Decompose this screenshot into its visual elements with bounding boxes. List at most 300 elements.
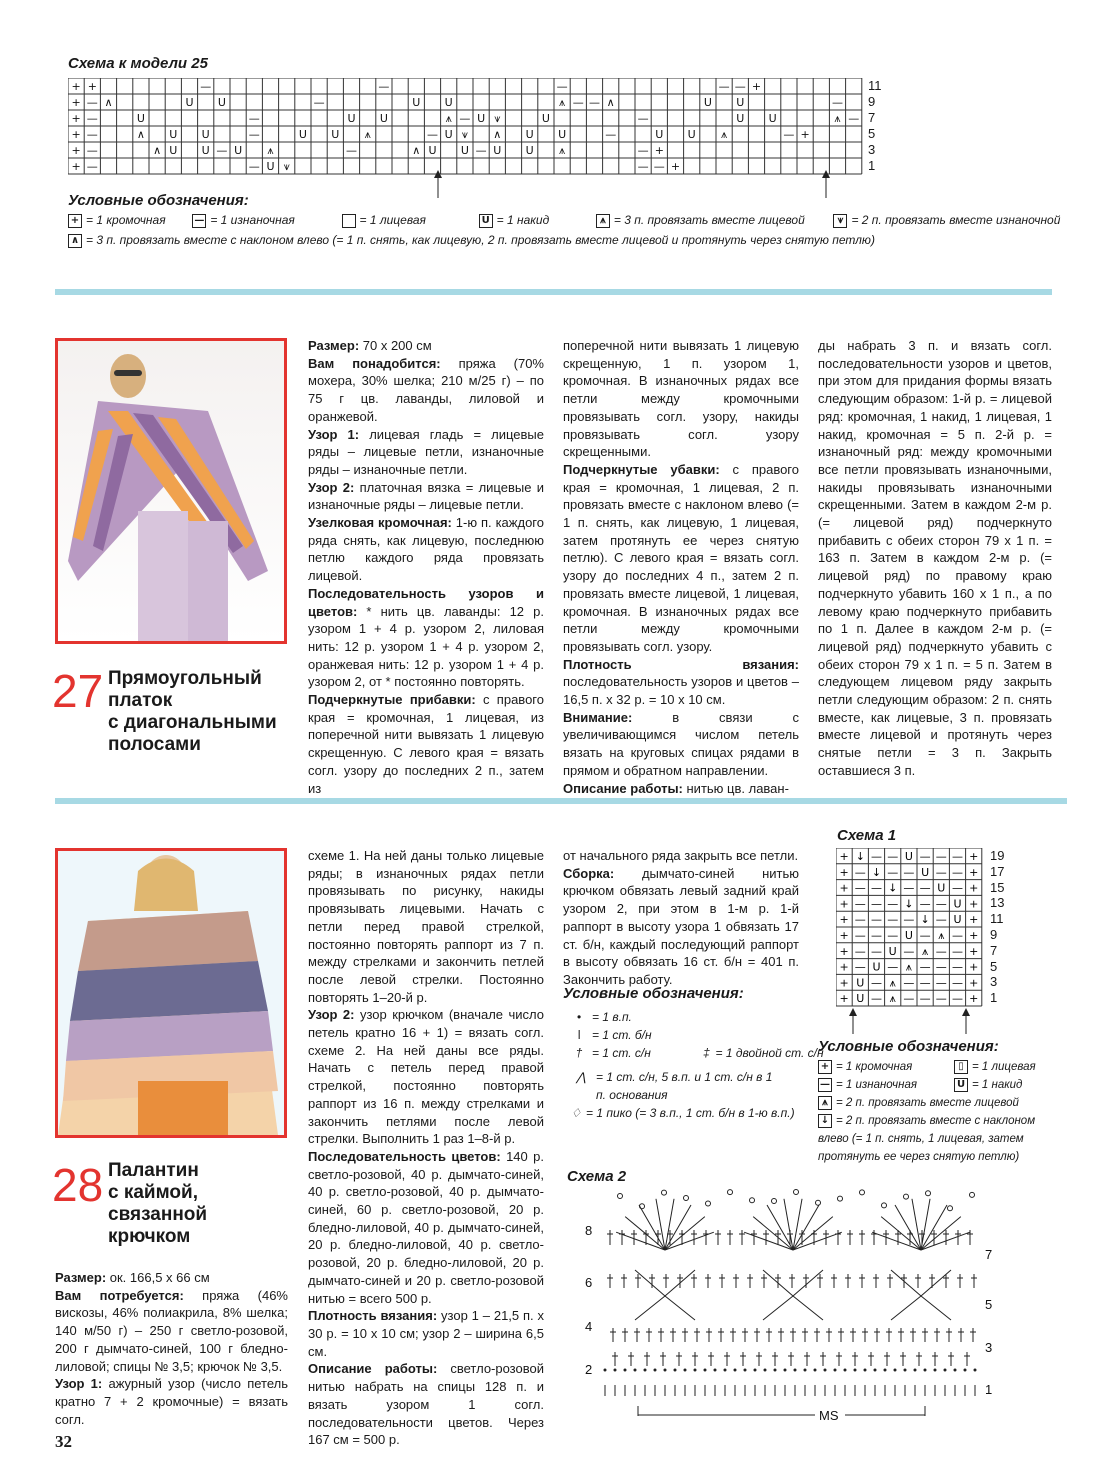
- m27c2-text-4: нитью цв. лаван-: [682, 780, 789, 796]
- m27c2-term-3: Внимание:: [563, 709, 633, 725]
- schema1-symbol: —: [935, 850, 947, 863]
- m27c2-term-4: Описание работы:: [563, 780, 683, 796]
- schema25-symbol: —: [346, 144, 357, 157]
- schema25-symbol: U: [347, 112, 356, 125]
- crochet-legend: [566, 1008, 824, 1122]
- schema25-symbol: ∧: [136, 128, 145, 141]
- knit-legend-yo: = 1 накид: [972, 1079, 1023, 1091]
- s2-ms: MS: [819, 1408, 839, 1423]
- schema1-row-number: 19: [990, 848, 1005, 863]
- schema25-symbol: U: [136, 112, 145, 125]
- schema1-symbol: —: [854, 929, 866, 942]
- knit-symbol: [342, 214, 356, 228]
- schema25-symbol: —: [475, 144, 487, 157]
- model27-column2: [563, 337, 799, 797]
- schema1-symbol: U: [872, 960, 881, 974]
- schema1-symbol: —: [854, 960, 866, 974]
- schema2-chain: [904, 1369, 906, 1371]
- m27c2-text-1: с правого края = кромочная, 1 лицевая, 2 п. провязать вместе с наклоном влево (= 1 п. снять, как лицевую, 1 лицевая, затем протянуть ее через снятую петлю). С левого края = вязать согл. узору до последних 4 п., затем 2 п. провязать вместе лицевой, 1 лицевая, кромочная. В изнаночных рядах все петли между кромочными провязывать согл. узору.: [563, 461, 799, 654]
- schema2-chain: [974, 1369, 976, 1371]
- m28c3-text-1: дымчато-синей нитью крючком обвязать левый задний край узором 2, при этом в 1-м р. 1-й раппорт в высоту узора 1 обвязать 17 ст. б/н, каждый последующий раппорт в высоту обвязать 16 ст. б/н = 401 п. Закончить работу.: [563, 865, 799, 987]
- schema1-symbol: —: [952, 944, 963, 958]
- m27c1-text-0: 70 х 200 см: [359, 338, 432, 353]
- schema1-symbol: —: [854, 897, 866, 911]
- schema25-symbol: —: [637, 144, 649, 157]
- schema25-symbol: +: [654, 144, 664, 157]
- schema1-symbol: +: [969, 913, 979, 927]
- schema25-symbol: —: [248, 112, 260, 125]
- crochet-legend-row2: [566, 1026, 824, 1044]
- schema1-symbol: +: [969, 960, 979, 974]
- schema1-symbol: —: [871, 850, 882, 863]
- title28-line4: крючком: [108, 1226, 191, 1247]
- schema25-symbol: +: [71, 96, 81, 109]
- schema1-symbol: —: [935, 897, 947, 911]
- knit-legend-row1: [818, 1058, 1048, 1076]
- schema25-symbol: U: [201, 128, 210, 141]
- schema1-symbol: —: [935, 865, 947, 879]
- m28c2-term-1: Узор 2:: [308, 1007, 355, 1023]
- schema25-symbol: U: [703, 96, 712, 109]
- schema25-symbol: U: [234, 144, 243, 157]
- schema25-symbol: —: [653, 160, 665, 173]
- schema1-symbol: —: [935, 913, 947, 927]
- schema25-symbol: ⩛: [461, 128, 469, 141]
- picot-symbol: ♢: [570, 1106, 582, 1120]
- m28c1-text-0: ок. 166,5 х 66 см: [106, 1270, 210, 1285]
- schema1-symbol: ⩚: [938, 929, 945, 942]
- schema1-symbol: —: [871, 992, 882, 1006]
- schema25-symbol: U: [768, 112, 777, 125]
- schema1-symbol: +: [839, 865, 849, 879]
- m28c1-text-1: пряжа (46% вискозы, 46% полиакрила, 8% шелка; 140 м/50 г) – 250 г светло-розовой, 200 г дымчато-синей, 100 г бледно-лиловой; спицы № 3,5; крючок № 3,5.: [55, 1287, 288, 1374]
- m27c1-paragraph-1: [308, 355, 544, 426]
- model27-photo: [55, 338, 287, 644]
- crochet-legend-row4: [566, 1068, 824, 1104]
- schema2-chain: [604, 1369, 606, 1371]
- model28-image: [58, 851, 284, 1135]
- schema2-chain: [614, 1369, 616, 1371]
- m27c2-text-2: последовательность узоров и цветов – 16,5 п. х 32 р. = 10 х 10 см.: [563, 674, 799, 708]
- schema25-symbol: —: [734, 80, 746, 93]
- schema1-symbol: —: [903, 992, 915, 1006]
- m27c1-paragraph-2: [308, 426, 544, 479]
- schema25-symbol: —: [459, 112, 471, 125]
- schema25-symbol: U: [428, 144, 437, 157]
- schema25-symbol: +: [71, 112, 81, 125]
- schema2-stitch: [753, 1217, 793, 1250]
- m28c2-paragraph-2: [308, 1148, 544, 1307]
- schema2-picot: [728, 1190, 733, 1195]
- schema25-symbol: ⩛: [494, 112, 501, 125]
- schema25-symbol: U: [169, 144, 178, 157]
- schema2-chain: [634, 1369, 636, 1371]
- divider-top: [55, 289, 1052, 295]
- m27c3-paragraph-0: [818, 337, 1052, 780]
- schema25-symbol: +: [71, 128, 81, 141]
- m27c2-paragraph-3: [563, 709, 799, 780]
- schema25-symbol: —: [556, 80, 568, 93]
- schema2-stitch: [921, 1217, 961, 1250]
- schema2-chain: [944, 1369, 946, 1371]
- schema1-row-number: 5: [990, 958, 998, 974]
- purl-symbol-2: —: [820, 1078, 830, 1090]
- schema2-stitch: [891, 1296, 921, 1320]
- schema25-symbol: ⩚: [558, 96, 566, 109]
- schema25-symbol: +: [87, 80, 97, 93]
- crochet-legend-v: = 1 ст. с/н, 5 в.п. и 1 ст. с/н в 1 п. основания: [596, 1070, 773, 1102]
- m27c1-text-6: с правого края = кромочная, 1 лицевая, из поперечной нити вывязать 1 лицевую скрещенную. С левого края = вязать согл. узору до последних 2 п., затем из: [308, 692, 544, 796]
- schema2-chain: [884, 1369, 886, 1371]
- title28-line1: Палантин: [108, 1160, 199, 1181]
- schema1-symbol: +: [839, 944, 849, 958]
- schema2-picot: [948, 1206, 953, 1211]
- model28-column2: [308, 847, 544, 1449]
- schema25-symbol: +: [71, 80, 81, 93]
- knit-legend-purl: = 1 изнаночная: [836, 1079, 917, 1091]
- schema1-symbol: —: [935, 976, 947, 990]
- m27c1-paragraph-4: [308, 514, 544, 585]
- schema2-stitch: [793, 1270, 823, 1296]
- schema25-symbol: —: [832, 96, 843, 109]
- m27c2-paragraph-1: [563, 461, 799, 656]
- m28c1-term-2: Узор 1:: [55, 1376, 103, 1392]
- schema25-symbol: U: [525, 128, 534, 141]
- schema1-symbol: —: [952, 960, 963, 974]
- m27c1-text-5: * нить цв. лаванды: 12 р. узором 1 + 4 р. узором 2, лиловая нить: 12 р. узором 1 + 4 р. узором 2, оранжевая нить: 12 р. узором 1 + 4 р. узором 2, от * постоянно повторять.: [308, 603, 544, 690]
- schema25-row-number: 5: [868, 126, 876, 141]
- schema2-chain: [784, 1369, 786, 1371]
- schema2-chain: [844, 1369, 846, 1371]
- schema25-symbol: U: [477, 112, 486, 125]
- schema1-symbol: —: [887, 913, 899, 927]
- schema1-symbol: +: [969, 929, 979, 942]
- schema2-picot: [706, 1201, 711, 1206]
- model27-title: [108, 668, 277, 756]
- schema25-symbol: —: [216, 144, 228, 157]
- schema1-symbol: +: [969, 850, 979, 863]
- m27c3-text-0: ды набрать 3 п. и вязать согл. последовательности узоров и цветов, при этом для придания формы вязать следующим образом: 1-й р. = лицевой ряд: кромочная, 1 накид, 1 лицевая, 1 накид, кромочная = 5 п. 2-й р. = изнаночный ряд: между кромочными все петли провязывать изнаночными, накиды провязывать изнаночными скрещенными. Затем в каждом 2-м р. (= лицевой ряд) подчеркнуто прибавить с обеих сторон 79 х 1 п. = 163 п. Затем в каждом 2-м р. (= лицевой ряд) по правому краю подчеркнуто убавить 160 х 1 п., а по левому краю подчеркнуто прибавить по 1 п. Далее в каждом 2-м р. (= лицевой ряд) подчеркнуто убавить с обеих сторон 79 х 1 п. = 5 п. Затем в следующем лицевом ряду закрыть петли следующим образом: 2 п. снять вместе, как лицевые, 3 п. провязать вместе лицевой и протянуть через снятые петли = 3 п. Закрыть оставшиеся 3 п.: [818, 338, 1052, 778]
- schema1-symbol: +: [969, 881, 979, 895]
- schema1-symbol: —: [871, 929, 882, 942]
- s2-row-8: 8: [585, 1223, 593, 1238]
- model27-image: [58, 341, 284, 641]
- schema1-row-number: 13: [990, 895, 1005, 911]
- m28c3-term-1: Сборка:: [563, 865, 615, 881]
- schema2-chart: [575, 1170, 1005, 1425]
- legend-yo: = 1 накид: [496, 213, 550, 227]
- m27c2-paragraph-0: [563, 337, 799, 461]
- schema2-stitch: [763, 1296, 793, 1320]
- dc-symbol: †: [575, 1046, 583, 1060]
- sk2p-symbol: ∧: [68, 234, 82, 248]
- sc-symbol: ǀ: [577, 1028, 581, 1042]
- schema2-chain: [714, 1369, 716, 1371]
- schema1-title: Схема 1: [837, 827, 897, 844]
- m27c2-term-2: Плотность вязания:: [563, 656, 799, 672]
- legend-k3tog: = 3 п. провязать вместе лицевой: [613, 213, 805, 227]
- schema1-row-number: 15: [990, 879, 1005, 895]
- s2-row-1: 1: [985, 1382, 993, 1397]
- schema25-symbol: +: [670, 160, 681, 173]
- m28c3-paragraph-1: [563, 865, 799, 989]
- knit-legend-row2: [818, 1076, 1048, 1094]
- crochet-legend-row1: [566, 1008, 824, 1026]
- schema1-symbol: —: [919, 960, 931, 974]
- schema1-symbol: —: [871, 881, 882, 895]
- schema1-symbol: —: [952, 929, 963, 942]
- model27-number: 27: [52, 665, 104, 717]
- schema1-row-number: 9: [990, 927, 998, 942]
- m28c2-text-4: светло-розовой нитью набрать на спицы 128 п. и вязать узором 1 согл. последовательности цветов. Через 167 см = 500 р.: [308, 1361, 544, 1448]
- divider-middle: [55, 798, 1067, 804]
- schema25-symbol: U: [298, 128, 307, 141]
- m28c2-paragraph-0: [308, 847, 544, 1006]
- schema1-symbol: —: [919, 881, 931, 895]
- schema2-picot: [904, 1194, 909, 1199]
- schema2-chain: [674, 1369, 676, 1371]
- schema2-picot: [860, 1190, 865, 1195]
- m27c1-term-5: Последовательность узоров и цветов:: [308, 585, 544, 619]
- schema25-symbol: U: [331, 128, 340, 141]
- m28c1-paragraph-1: [55, 1287, 288, 1376]
- crochet-legend-dc: = 1 ст. с/н: [592, 1046, 651, 1060]
- schema2-chain: [754, 1369, 756, 1371]
- schema2-picot: [662, 1190, 667, 1195]
- schema25-symbol: U: [444, 96, 453, 109]
- schema25-symbol: ⩚: [720, 128, 728, 141]
- schema1-symbol: —: [854, 865, 866, 879]
- schema25-symbol: ⩚: [834, 112, 841, 125]
- m28c3-text-0: от начального ряда закрыть все петли.: [563, 848, 799, 863]
- schema1-symbol: ↓: [920, 913, 930, 927]
- m27c1-term-3: Узор 2:: [308, 479, 355, 495]
- schema2-chain: [724, 1369, 726, 1371]
- schema2-picot: [750, 1198, 755, 1203]
- schema2-stitch: [793, 1217, 833, 1250]
- schema25-symbol: ⩚: [445, 112, 452, 125]
- schema1-symbol: —: [952, 850, 963, 863]
- schema25-symbol: —: [86, 128, 98, 141]
- schema2-stitch: [665, 1296, 695, 1320]
- purl-symbol: —: [194, 214, 205, 226]
- schema1-row-number: 7: [990, 942, 998, 958]
- schema1-symbol: ⩚: [905, 960, 913, 974]
- schema1-symbol: +: [969, 865, 979, 879]
- schema1-symbol: U: [856, 976, 865, 990]
- schema25-symbol: —: [200, 80, 212, 93]
- schema25-symbol: —: [589, 96, 600, 109]
- schema25-symbol: U: [169, 128, 178, 141]
- schema1-row-number: 11: [990, 911, 1004, 927]
- schema2-stitch: [635, 1270, 665, 1296]
- schema2-chain: [664, 1369, 666, 1371]
- schema1-symbol: —: [903, 944, 915, 958]
- schema25-symbol: ⩚: [364, 128, 371, 141]
- schema1-symbol: —: [952, 992, 963, 1006]
- m27c2-text-0: поперечной нити вывязать 1 лицевую скрещенную, 1 п. узором 1, кромочная. В изнаночных рядах все петли между кромочными провязывать согл. узору, накиды провязывать согл. узору скрещенными.: [563, 338, 799, 460]
- schema1-symbol: +: [969, 944, 979, 958]
- schema2-chain: [934, 1369, 936, 1371]
- schema25-symbol: U: [412, 96, 421, 109]
- schema1-symbol: —: [871, 944, 882, 958]
- schema1-symbol: U: [937, 881, 946, 895]
- schema1-symbol: —: [919, 976, 931, 990]
- legend-knit: = 1 лицевая: [359, 213, 426, 227]
- schema2-stitch: [872, 1232, 921, 1250]
- model28-photo: [55, 848, 287, 1138]
- schema2-title: Схема 2: [567, 1168, 627, 1185]
- m28c2-paragraph-3: [308, 1307, 544, 1360]
- schema25-symbol: ∧: [412, 144, 421, 157]
- schema1-symbol: —: [854, 944, 866, 958]
- schema2-stitch: [625, 1217, 665, 1250]
- schema25-symbol: —: [848, 112, 860, 125]
- schema1-symbol: —: [903, 865, 915, 879]
- schema25-symbol: —: [378, 80, 390, 93]
- knit-legend-knit: = 1 лицевая: [972, 1061, 1036, 1073]
- schema1-row-number: 1: [990, 990, 998, 1006]
- schema2-stitch: [665, 1217, 705, 1250]
- schema25-symbol: —: [783, 128, 795, 141]
- schema2-picot: [816, 1200, 821, 1205]
- m28c2-paragraph-4: [308, 1360, 544, 1449]
- schema2-chain: [804, 1369, 806, 1371]
- schema1-symbol: +: [839, 850, 849, 863]
- schema25-symbol: U: [687, 128, 696, 141]
- m28c1-term-0: Размер:: [55, 1270, 107, 1285]
- m27c1-paragraph-6: [308, 691, 544, 797]
- crochet-legend-chain: = 1 в.п.: [592, 1010, 632, 1024]
- s2-row-5: 5: [985, 1297, 993, 1312]
- schema1-symbol: +: [969, 976, 979, 990]
- schema1-symbol: —: [887, 850, 899, 863]
- m28c1-term-1: Вам потребуется:: [55, 1287, 184, 1303]
- schema2-picot: [838, 1196, 843, 1201]
- schema1-symbol: —: [854, 913, 866, 927]
- schema1-symbol: —: [871, 976, 882, 990]
- schema2-stitch: [921, 1232, 970, 1250]
- schema25-symbol: +: [751, 80, 762, 93]
- schema1-symbol: —: [887, 960, 899, 974]
- crochet-legend-row3: [566, 1044, 824, 1062]
- schema2-stitch: [635, 1296, 665, 1320]
- legend-purl: = 1 изнаночная: [210, 213, 295, 227]
- crochet-legend-tr: = 1 двойной ст. с/н: [715, 1046, 824, 1060]
- m28c2-paragraph-1: [308, 1006, 544, 1148]
- s2-row-6: 6: [585, 1275, 593, 1290]
- schema25-symbol: +: [71, 144, 81, 157]
- schema2-picot: [794, 1190, 799, 1195]
- schema1-symbol: —: [919, 992, 931, 1006]
- schema25-symbol: +: [800, 128, 810, 141]
- m27c1-text-3: платочная вязка = лицевые и изнаночные ряды – лицевые петли.: [308, 479, 544, 513]
- schema25-symbol: +: [71, 160, 81, 173]
- k3tog-symbol: ⩚: [596, 214, 610, 228]
- schema2-chain: [774, 1369, 776, 1371]
- m27c2-paragraph-2: [563, 656, 799, 709]
- schema25-row-number: 1: [868, 158, 876, 173]
- schema2-chain: [654, 1369, 656, 1371]
- s2-row-7: 7: [985, 1247, 993, 1262]
- schema25-symbol: ∧: [153, 144, 162, 157]
- schema2-chain: [874, 1369, 876, 1371]
- skp-symbol: ↓: [818, 1114, 832, 1128]
- title28-line3: связанной: [108, 1204, 208, 1225]
- schema1-symbol: —: [919, 929, 931, 942]
- schema2-stitch: [793, 1296, 823, 1320]
- knit-legend-edge: = 1 кромочная: [836, 1061, 913, 1073]
- tr-symbol: ‡: [703, 1046, 710, 1060]
- m27c1-text-4: 1-ю п. каждого ряда снять, как лицевую, последнюю петлю каждого ряда провязать лицевой.: [308, 515, 544, 584]
- schema2-stitch: [891, 1270, 921, 1296]
- schema2-chain: [814, 1369, 816, 1371]
- schema1-symbol: +: [839, 897, 849, 911]
- knit-legend-k2tog: = 2 п. провязать вместе лицевой: [836, 1097, 1019, 1109]
- schema2-chain: [824, 1369, 826, 1371]
- schema25-symbol: U: [217, 96, 226, 109]
- schema25-legend-title: Условные обозначения:: [68, 192, 249, 209]
- schema25-symbol: —: [86, 96, 98, 109]
- schema1-symbol: —: [854, 881, 866, 895]
- schema1-symbol: +: [839, 881, 849, 895]
- schema25-legend: [68, 213, 1060, 228]
- schema1-symbol: U: [921, 865, 930, 879]
- title27-line1: Прямоугольный: [108, 668, 262, 689]
- m27c1-term-2: Узор 1:: [308, 426, 360, 442]
- schema1-symbol: U: [953, 913, 962, 927]
- m27c1-term-6: Подчеркнутые прибавки:: [308, 692, 476, 708]
- m28c2-text-2: 140 р. светло-розовой, 40 р. дымчато-синей, 40 р. светло-розовой, 40 р. дымчато-синей, 60 р. светло-розовой, 20 р. бледно-лиловой, 40 р. дымчато-синей, 20 р. бледно-лиловой, 40 р. светло-розовой, 20 р. бледно-лиловой, 20 р. дымчато-синей и 20 р. светло-розовой нитью = всего 500 р.: [308, 1148, 544, 1306]
- k2tog-symbol: ⩚: [818, 1096, 832, 1110]
- m27c1-term-4: Узелковая кромочная:: [308, 515, 452, 531]
- schema25-symbol: —: [637, 112, 649, 125]
- schema2-picot: [618, 1193, 623, 1198]
- schema25-symbol: —: [637, 160, 649, 173]
- legend-edge: = 1 кромочная: [86, 213, 166, 227]
- schema1-symbol: —: [919, 897, 931, 911]
- m28c1-text-2: ажурный узор (число петель кратно 7 + 2 кромочные) = вязать согл.: [55, 1376, 288, 1427]
- model27-column1: [308, 337, 544, 797]
- schema25-row-number: 3: [868, 142, 876, 157]
- schema2-picot: [772, 1198, 777, 1203]
- schema1-symbol: —: [871, 897, 882, 911]
- schema25-symbol: U: [493, 144, 502, 157]
- schema25-row-number: 9: [868, 94, 876, 109]
- schema25-symbol: —: [572, 96, 584, 109]
- schema25-symbol: ⩚: [267, 144, 274, 157]
- schema25-symbol: U: [736, 96, 745, 109]
- schema25-symbol: U: [541, 112, 550, 125]
- schema25-symbol: —: [313, 96, 325, 109]
- schema2-chain: [734, 1369, 736, 1371]
- schema2-picot: [684, 1195, 689, 1200]
- m27c1-text-2: лицевая гладь = лицевые ряды – лицевые петли, изнаночные ряды – изнаночные петли.: [308, 426, 544, 477]
- schema1-symbol: +: [839, 976, 849, 990]
- chain-symbol: •: [576, 1010, 582, 1024]
- schema25-symbol: —: [605, 128, 617, 141]
- m28c2-term-3: Плотность вязания:: [308, 1308, 438, 1324]
- schema1-symbol: —: [887, 897, 899, 911]
- schema2-stitch: [793, 1232, 842, 1250]
- s2-row-3: 3: [985, 1340, 993, 1355]
- schema25-symbol: ⩚: [558, 144, 566, 157]
- schema25-symbol: ∧: [493, 128, 502, 141]
- m27c1-paragraph-3: [308, 479, 544, 514]
- schema1-row-number: 3: [990, 974, 998, 990]
- schema2-picot: [882, 1203, 887, 1208]
- schema1-symbol: U: [888, 944, 897, 958]
